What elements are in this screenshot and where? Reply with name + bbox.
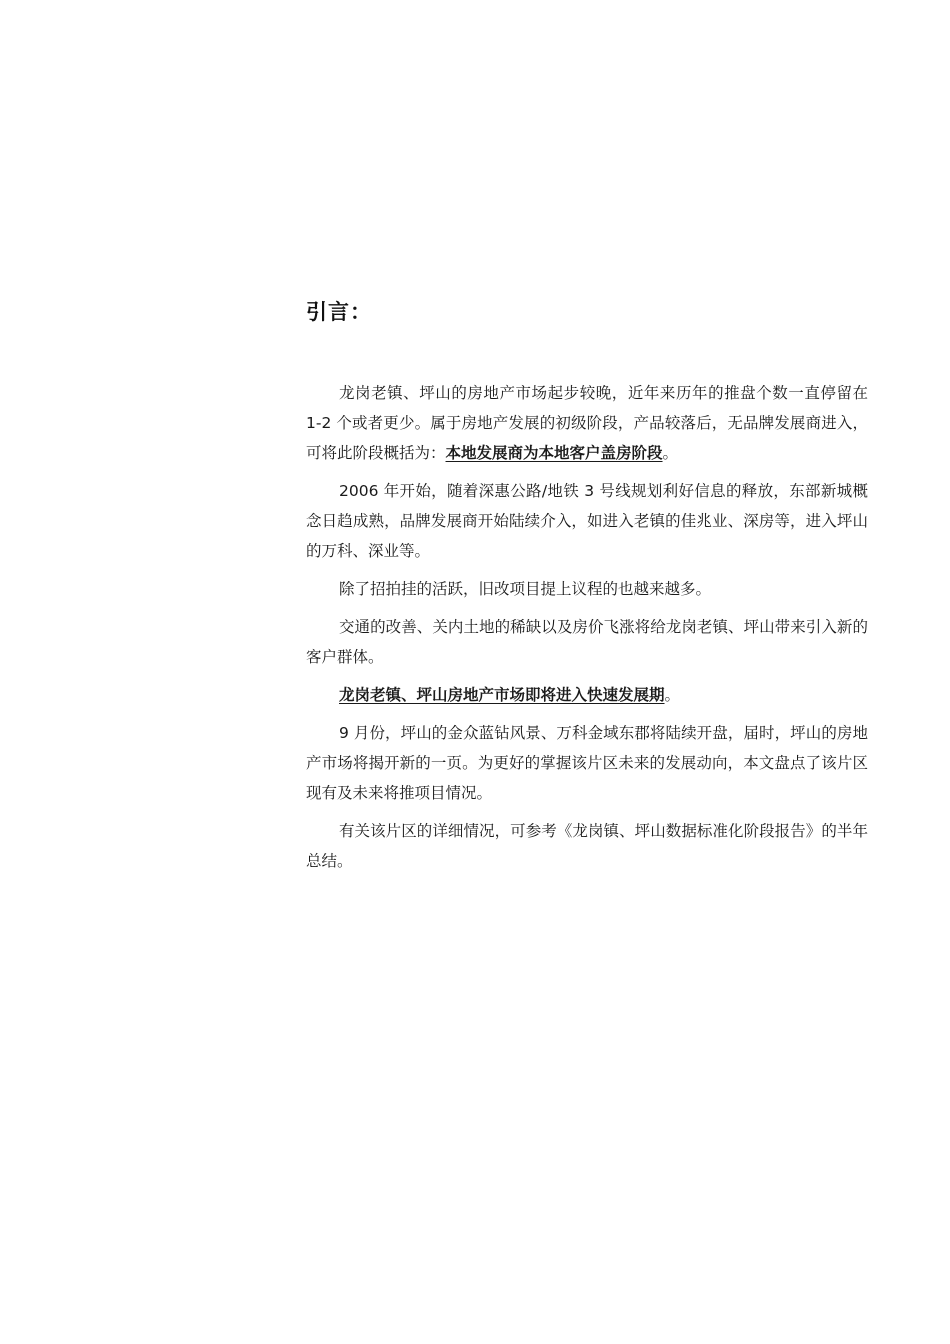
paragraph-renewal: 除了招拍挂的活跃，旧改项目提上议程的也越来越多。 bbox=[339, 580, 712, 598]
paragraph-end: 。 bbox=[662, 444, 679, 462]
emphasis-phrase: 龙岗老镇、坪山房地产市场即将进入快速发展期 bbox=[339, 686, 665, 704]
paragraph-new-clients: 交通的改善、关内土地的稀缺以及房价飞涨将给龙岗老镇、坪山带来引入新的客户群体。 bbox=[306, 618, 868, 666]
intro-body bbox=[306, 378, 868, 884]
section-heading: 引言： bbox=[306, 300, 372, 324]
emphasis-phrase: 本地发展商为本地客户盖房阶段 bbox=[445, 444, 663, 462]
paragraph-text: 龙岗老镇、坪山的房地产市场起步较晚，近年来历年的推盘个数一直停留在 1-2 个或者更少。属于房地产发展的初级阶段，产品较落后，无品牌发展商进入，可将此阶段概括为： bbox=[306, 384, 868, 462]
paragraph-market-start bbox=[306, 378, 868, 468]
paragraph-brand-entry: 2006 年开始，随着深惠公路/地铁 3 号线规划利好信息的释放，东部新城概念日趋成熟，品牌发展商开始陆续介入，如进入老镇的佳兆业、深房等，进入坪山的万科、深业等。 bbox=[306, 482, 868, 560]
paragraph-reference: 有关该片区的详细情况，可参考《龙岗镇、坪山数据标准化阶段报告》的半年总结。 bbox=[306, 822, 868, 870]
paragraph-conclusion bbox=[306, 680, 868, 710]
paragraph-end: 。 bbox=[664, 686, 681, 704]
paragraph-september-launch: 9 月份，坪山的金众蓝钻风景、万科金域东郡将陆续开盘，届时，坪山的房地产市场将揭开新的一页。为更好的掌握该片区未来的发展动向，本文盘点了该片区现有及未来将推项目情况。 bbox=[306, 724, 868, 802]
